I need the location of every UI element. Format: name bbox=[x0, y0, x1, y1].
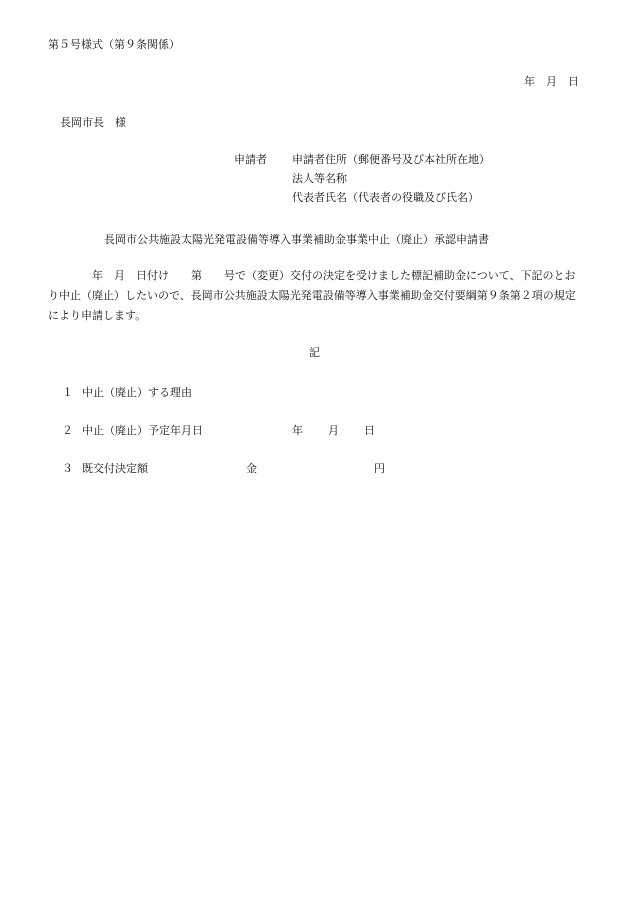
item-2-day: 日 bbox=[364, 424, 375, 437]
item-2-label: 中止（廃止）予定年月日 bbox=[82, 424, 203, 437]
addressee: 長岡市長 様 bbox=[60, 116, 126, 129]
item-2-month: 月 bbox=[328, 424, 339, 437]
item-3-kin: 金 bbox=[246, 462, 257, 475]
applicant-rep-name: 代表者氏名（代表者の役職及び氏名） bbox=[292, 191, 479, 204]
item-2-year: 年 bbox=[292, 424, 303, 437]
body-paragraph bbox=[48, 266, 586, 326]
item-3-yen: 円 bbox=[374, 462, 385, 475]
applicant-address: 申請者住所（郵便番号及び本社所在地） bbox=[292, 153, 490, 166]
ki-heading: 記 bbox=[309, 346, 320, 359]
item-1-number: １ bbox=[62, 386, 73, 399]
item-3-label: 既交付決定額 bbox=[82, 462, 148, 475]
body-text: 年 月 日付け 第 号で（変更）交付の決定を受けました標記補助金について、下記のとおり中止（廃止）したいので、長岡市公共施設太陽光発電設備等導入事業補助金交付要綱第９条第２項の規定により申請します。 bbox=[48, 269, 576, 322]
submission-date: 年 月 日 bbox=[524, 75, 579, 88]
applicant-label: 申請者 bbox=[234, 153, 267, 166]
item-3-number: ３ bbox=[62, 462, 73, 475]
item-1-label: 中止（廃止）する理由 bbox=[82, 386, 192, 399]
document-title: 長岡市公共施設太陽光発電設備等導入事業補助金事業中止（廃止）承認申請書 bbox=[104, 233, 489, 246]
item-2-number: ２ bbox=[62, 424, 73, 437]
applicant-corp-name: 法人等名称 bbox=[292, 172, 347, 185]
form-number: 第５号様式（第９条関係） bbox=[48, 38, 180, 51]
